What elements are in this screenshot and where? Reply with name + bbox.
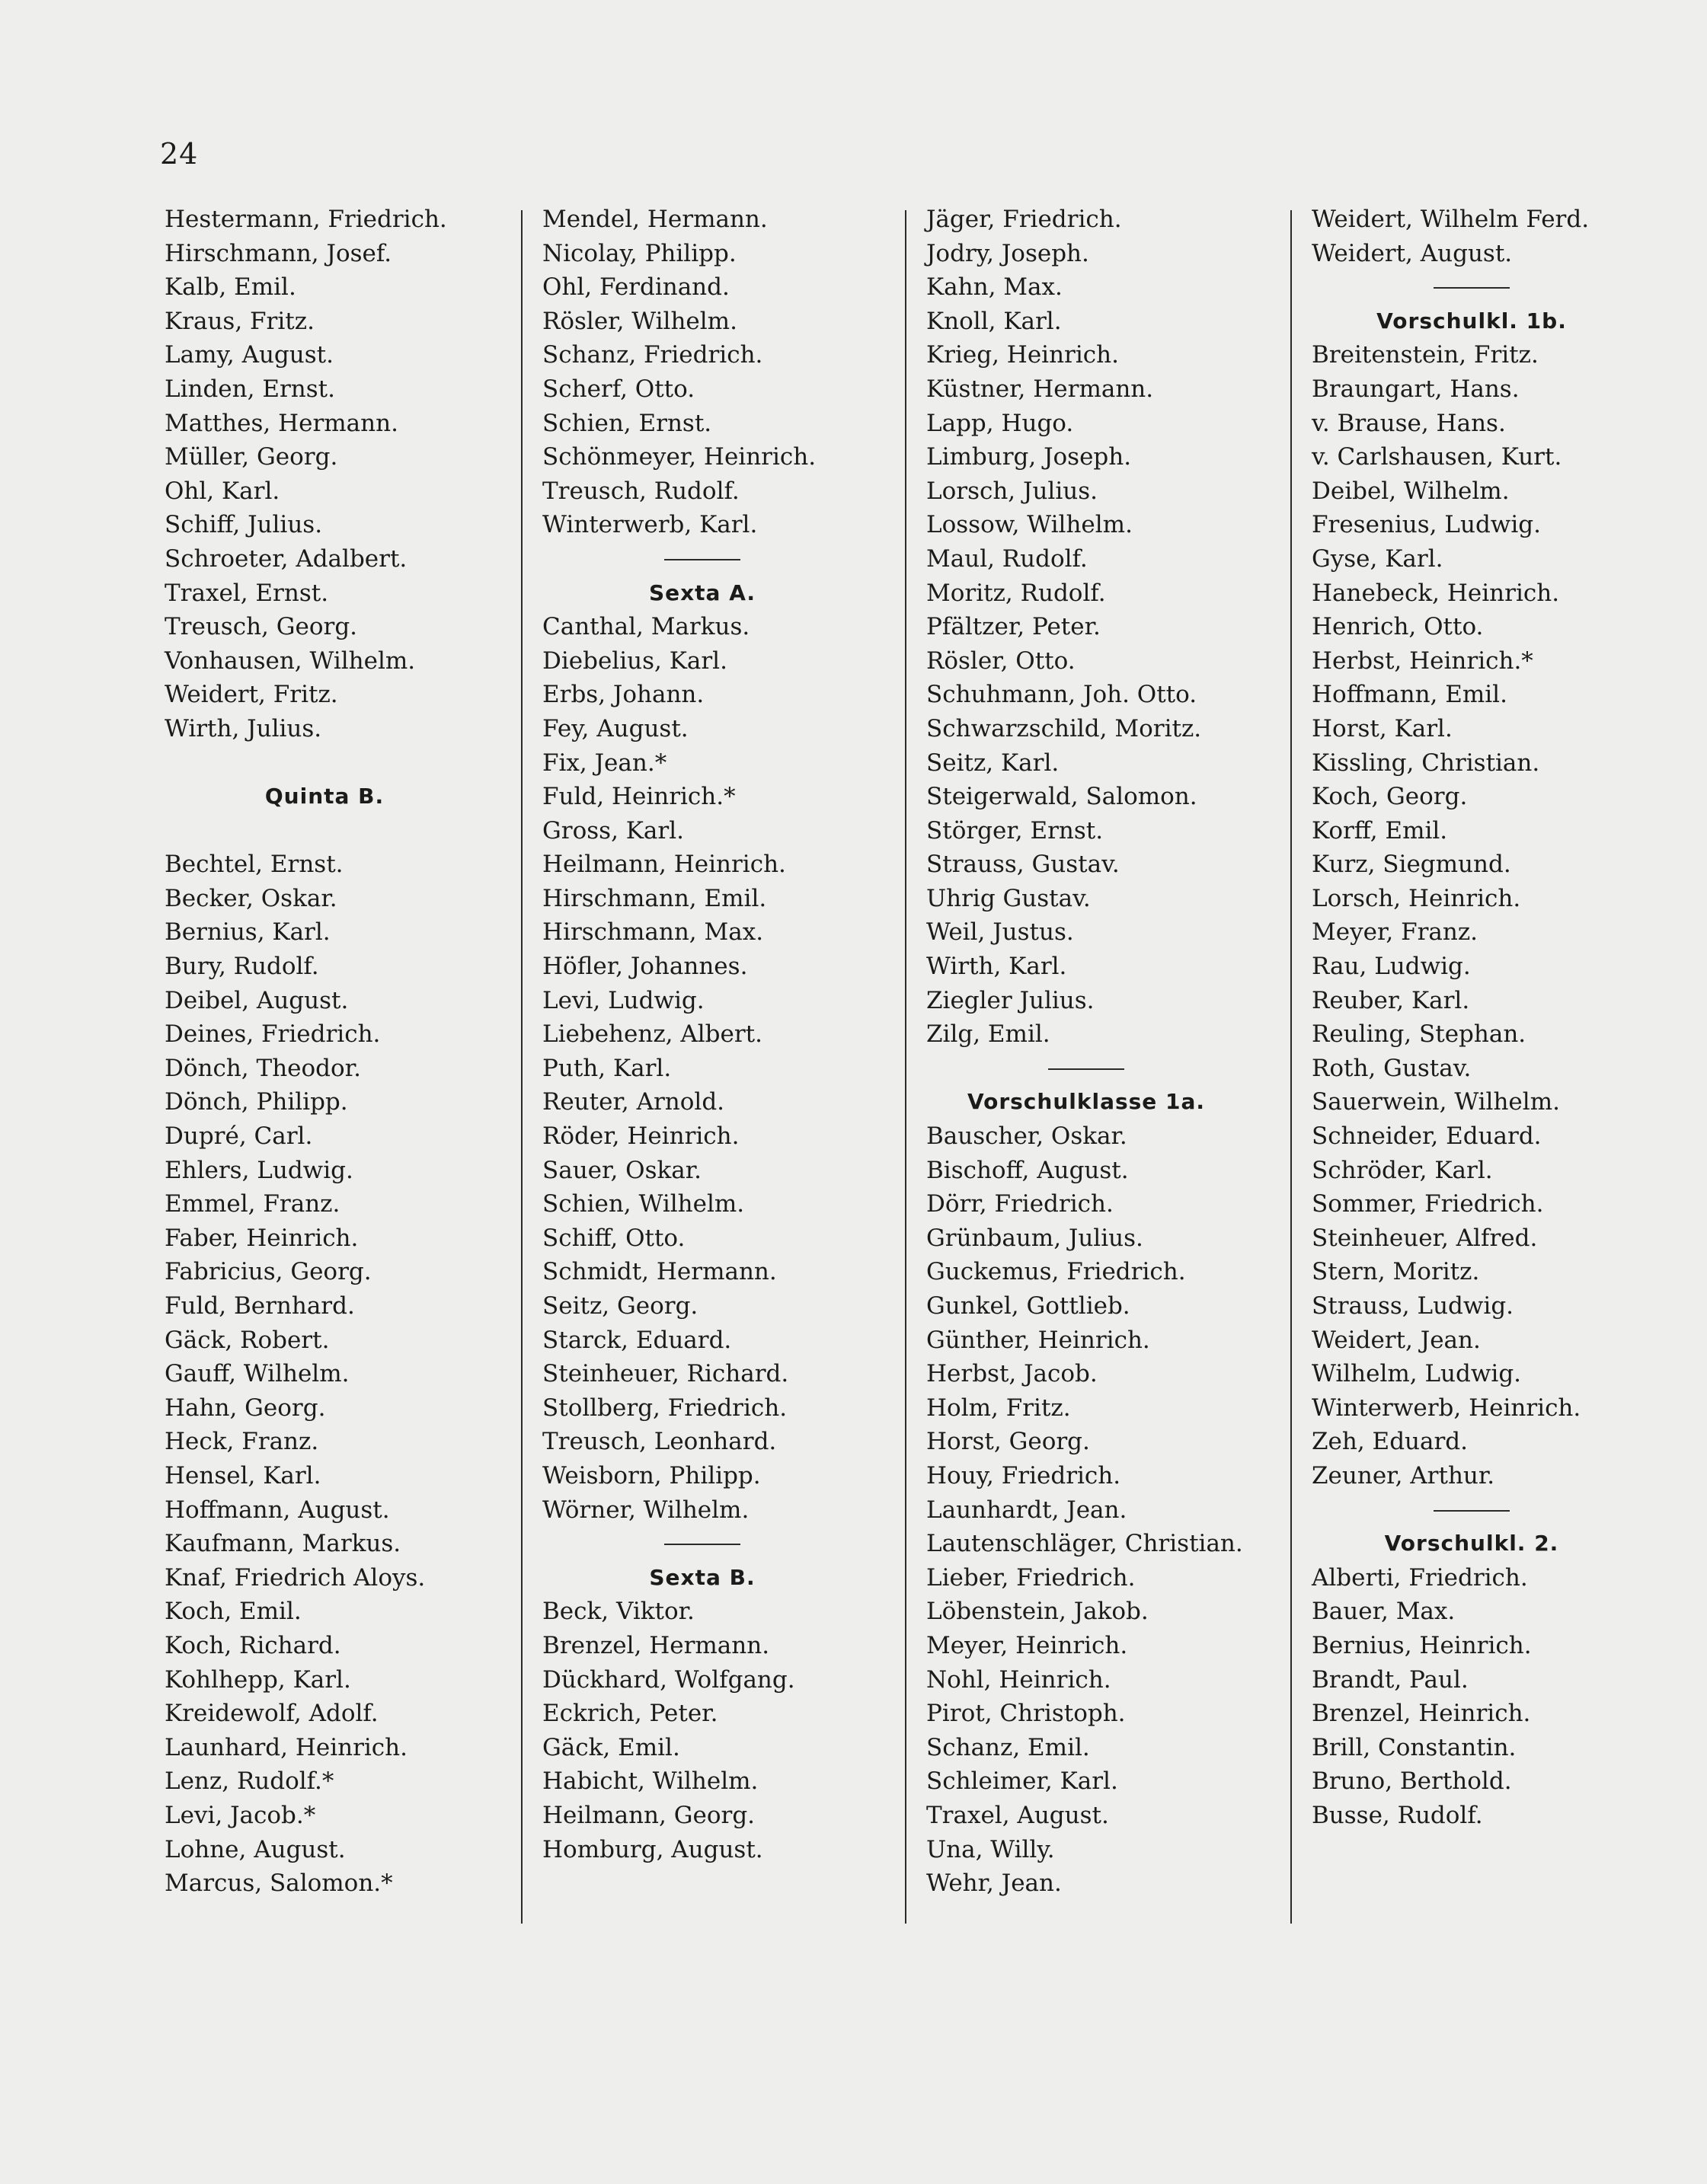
column-divider xyxy=(521,210,523,1924)
student-name: Treusch, Georg. xyxy=(165,613,358,641)
student-name: Una, Willy. xyxy=(926,1835,1055,1863)
student-name: Dörr, Friedrich. xyxy=(926,1190,1114,1218)
student-name: Hirschmann, Josef. xyxy=(165,239,392,267)
student-name: Uhrig Gustav. xyxy=(926,884,1091,912)
student-name: Beck, Viktor. xyxy=(542,1598,695,1626)
class-heading: Quinta B. xyxy=(264,784,385,809)
student-name: Alberti, Friedrich. xyxy=(1312,1563,1528,1592)
student-name: Schiff, Otto. xyxy=(542,1224,686,1252)
student-name: Röder, Heinrich. xyxy=(542,1122,740,1151)
student-name: Zeuner, Arthur. xyxy=(1312,1461,1495,1490)
student-name: Lossow, Wilhelm. xyxy=(926,511,1133,539)
student-name: Lautenschläger, Christian. xyxy=(926,1530,1243,1558)
student-name: v. Brause, Hans. xyxy=(1312,409,1506,437)
student-name: Winterwerb, Karl. xyxy=(542,511,758,539)
student-name: Rau, Ludwig. xyxy=(1312,953,1471,981)
student-name: Lorsch, Julius. xyxy=(926,477,1098,505)
student-name: Diebelius, Karl. xyxy=(542,647,727,675)
student-name: Bernius, Karl. xyxy=(165,918,331,947)
section-separator xyxy=(1312,270,1632,305)
student-name: Gäck, Emil. xyxy=(542,1733,680,1761)
student-name: Lorsch, Heinrich. xyxy=(1312,884,1521,912)
student-name: Meyer, Franz. xyxy=(1312,918,1478,947)
student-name: Weisborn, Philipp. xyxy=(542,1461,761,1490)
student-name: Seitz, Georg. xyxy=(542,1292,698,1320)
student-name: Schleimer, Karl. xyxy=(926,1767,1118,1796)
column-divider xyxy=(905,210,906,1924)
student-name: Schiff, Julius. xyxy=(165,511,323,539)
student-name: Schanz, Emil. xyxy=(926,1733,1090,1761)
student-name: Wilhelm, Ludwig. xyxy=(1312,1360,1522,1388)
student-name: Steinheuer, Alfred. xyxy=(1312,1224,1538,1252)
student-name: Heck, Franz. xyxy=(165,1428,319,1456)
student-name: Becker, Oskar. xyxy=(165,884,337,912)
student-name: Puth, Karl. xyxy=(542,1054,672,1082)
student-name: Launhard, Heinrich. xyxy=(165,1733,408,1761)
student-name: Fabricius, Georg. xyxy=(165,1258,372,1286)
student-name: Weidert, Wilhelm Ferd. xyxy=(1312,206,1590,233)
student-name: Schroeter, Adalbert. xyxy=(165,544,408,573)
student-name: v. Carlshausen, Kurt. xyxy=(1312,443,1562,471)
class-heading: Vorschulkl. 2. xyxy=(1384,1531,1559,1557)
student-name: Gauff, Wilhelm. xyxy=(165,1360,350,1388)
student-name: Grünbaum, Julius. xyxy=(926,1224,1143,1252)
student-name: Schien, Ernst. xyxy=(542,409,712,437)
student-name: Levi, Ludwig. xyxy=(542,986,705,1014)
student-name: Hirschmann, Max. xyxy=(542,918,764,947)
student-name: Kahn, Max. xyxy=(926,273,1063,302)
student-name: Lieber, Friedrich. xyxy=(926,1563,1136,1592)
student-name: Jodry, Joseph. xyxy=(926,239,1089,267)
student-name: Bechtel, Ernst. xyxy=(165,851,344,879)
student-name: Pfältzer, Peter. xyxy=(926,613,1101,641)
student-name: Gyse, Karl. xyxy=(1312,544,1443,573)
student-name: Steigerwald, Salomon. xyxy=(926,783,1197,811)
student-name: Moritz, Rudolf. xyxy=(926,579,1106,607)
student-name: Bauscher, Oskar. xyxy=(926,1122,1127,1151)
student-name: Roth, Gustav. xyxy=(1312,1054,1472,1082)
student-name: Meyer, Heinrich. xyxy=(926,1631,1128,1659)
student-name: Reuber, Karl. xyxy=(1312,986,1470,1014)
student-name: Starck, Eduard. xyxy=(542,1326,732,1354)
student-name: Brill, Constantin. xyxy=(1312,1733,1517,1761)
section-separator xyxy=(542,1527,862,1561)
student-name: Brenzel, Heinrich. xyxy=(1312,1700,1531,1728)
section-separator xyxy=(542,542,862,576)
student-name: Rösler, Otto. xyxy=(926,647,1076,675)
student-name: Dönch, Philipp. xyxy=(165,1088,348,1116)
student-name: Hahn, Georg. xyxy=(165,1394,326,1422)
spacer xyxy=(165,814,484,848)
student-name: Gunkel, Gottlieb. xyxy=(926,1292,1130,1320)
student-name: Linden, Ernst. xyxy=(165,375,335,403)
student-name: Bruno, Berthold. xyxy=(1312,1767,1512,1796)
student-name: Deines, Friedrich. xyxy=(165,1020,381,1049)
student-name: Liebehenz, Albert. xyxy=(542,1020,762,1049)
student-name: Busse, Rudolf. xyxy=(1312,1801,1483,1829)
class-heading: Sexta B. xyxy=(649,1564,756,1590)
student-name: Bury, Rudolf. xyxy=(165,953,319,981)
student-name: Schmidt, Hermann. xyxy=(542,1258,777,1286)
student-name: Hanebeck, Heinrich. xyxy=(1312,579,1560,607)
student-name: Fuld, Bernhard. xyxy=(165,1292,355,1320)
student-name: Schien, Wilhelm. xyxy=(542,1190,745,1218)
student-name: Treusch, Leonhard. xyxy=(542,1428,777,1456)
student-name: Jäger, Friedrich. xyxy=(926,206,1122,233)
student-name: Korff, Emil. xyxy=(1312,816,1448,845)
student-name: Wörner, Wilhelm. xyxy=(542,1496,750,1524)
student-name: Lohne, August. xyxy=(165,1835,346,1863)
page-number: 24 xyxy=(160,137,199,171)
student-name: Breitenstein, Fritz. xyxy=(1312,341,1539,369)
student-name: Hirschmann, Emil. xyxy=(542,884,767,912)
student-name: Knoll, Karl. xyxy=(926,307,1062,335)
student-name: Deibel, August. xyxy=(165,986,349,1014)
student-name: Kraus, Fritz. xyxy=(165,307,315,335)
student-name: Eckrich, Peter. xyxy=(542,1700,718,1728)
student-name: Schanz, Friedrich. xyxy=(542,341,763,369)
student-name: Fey, August. xyxy=(542,714,689,742)
student-name: Krieg, Heinrich. xyxy=(926,341,1119,369)
student-name: Brandt, Paul. xyxy=(1312,1665,1469,1694)
student-name: Mendel, Hermann. xyxy=(542,206,768,233)
section-separator xyxy=(1312,1493,1632,1528)
student-name: Dückhard, Wolfgang. xyxy=(542,1665,795,1694)
student-name: Kissling, Christian. xyxy=(1312,749,1540,777)
student-name: Weidert, August. xyxy=(1312,239,1513,267)
student-name: Hestermann, Friedrich. xyxy=(165,206,447,233)
student-name: Traxel, August. xyxy=(926,1801,1109,1829)
student-name: Seitz, Karl. xyxy=(926,749,1060,777)
student-name: Störger, Ernst. xyxy=(926,816,1104,845)
student-name: Bernius, Heinrich. xyxy=(1312,1631,1532,1659)
student-name: Knaf, Friedrich Aloys. xyxy=(165,1563,426,1592)
student-name: Fuld, Heinrich.* xyxy=(542,783,736,811)
student-name: Wirth, Julius. xyxy=(165,714,322,742)
student-name: Ohl, Ferdinand. xyxy=(542,273,730,302)
student-name: Habicht, Wilhelm. xyxy=(542,1767,759,1796)
name-column-4 xyxy=(1312,203,1632,1833)
student-name: Stern, Moritz. xyxy=(1312,1258,1480,1286)
student-name: Fix, Jean.* xyxy=(542,749,667,777)
student-name: Horst, Georg. xyxy=(926,1428,1090,1456)
student-name: Küstner, Hermann. xyxy=(926,375,1154,403)
student-name: Kohlhepp, Karl. xyxy=(165,1665,351,1694)
student-name: Herbst, Heinrich.* xyxy=(1312,647,1533,675)
student-name: Sauer, Oskar. xyxy=(542,1156,702,1184)
student-name: Zeh, Eduard. xyxy=(1312,1428,1468,1456)
name-column-3 xyxy=(926,203,1246,1901)
student-name: Schwarzschild, Moritz. xyxy=(926,714,1202,742)
name-column-1 xyxy=(165,203,484,1901)
student-name: Herbst, Jacob. xyxy=(926,1360,1098,1388)
student-name: Rösler, Wilhelm. xyxy=(542,307,737,335)
student-name: Treusch, Rudolf. xyxy=(542,477,740,505)
student-name: Ziegler Julius. xyxy=(926,986,1095,1014)
student-name: Brenzel, Hermann. xyxy=(542,1631,770,1659)
student-name: Kaufmann, Markus. xyxy=(165,1530,401,1558)
student-name: Kalb, Emil. xyxy=(165,273,296,302)
student-name: Reuling, Stephan. xyxy=(1312,1020,1526,1049)
student-name: Koch, Emil. xyxy=(165,1598,302,1626)
class-heading: Vorschulkl. 1b. xyxy=(1376,308,1567,334)
student-name: Launhardt, Jean. xyxy=(926,1496,1127,1524)
student-name: Ohl, Karl. xyxy=(165,477,280,505)
student-name: Matthes, Hermann. xyxy=(165,409,398,437)
student-name: Winterwerb, Heinrich. xyxy=(1312,1394,1581,1422)
student-name: Weidert, Fritz. xyxy=(165,681,338,709)
student-name: Sommer, Friedrich. xyxy=(1312,1190,1544,1218)
student-name: Weidert, Jean. xyxy=(1312,1326,1481,1354)
student-name: Höfler, Johannes. xyxy=(542,953,748,981)
student-name: Sauerwein, Wilhelm. xyxy=(1312,1088,1560,1116)
class-heading: Sexta A. xyxy=(648,580,756,605)
student-name: Steinheuer, Richard. xyxy=(542,1360,789,1388)
student-name: Canthal, Markus. xyxy=(542,613,750,641)
student-name: Wehr, Jean. xyxy=(926,1869,1062,1898)
student-name: Hoffmann, August. xyxy=(165,1496,390,1524)
student-name: Schröder, Karl. xyxy=(1312,1156,1493,1184)
student-name: Faber, Heinrich. xyxy=(165,1224,359,1252)
student-name: Gäck, Robert. xyxy=(165,1326,330,1354)
student-name: Deibel, Wilhelm. xyxy=(1312,477,1510,505)
student-name: Hensel, Karl. xyxy=(165,1461,321,1490)
student-name: Scherf, Otto. xyxy=(542,375,695,403)
student-name: Wirth, Karl. xyxy=(926,953,1067,981)
student-name: Günther, Heinrich. xyxy=(926,1326,1150,1354)
name-column-2 xyxy=(542,203,862,1866)
student-name: Traxel, Ernst. xyxy=(165,579,329,607)
spacer xyxy=(165,746,484,781)
student-name: Henrich, Otto. xyxy=(1312,613,1484,641)
student-name: Emmel, Franz. xyxy=(165,1190,340,1218)
student-name: Hoffmann, Emil. xyxy=(1312,681,1507,709)
section-separator xyxy=(926,1052,1246,1086)
student-name: Koch, Richard. xyxy=(165,1631,341,1659)
student-name: Guckemus, Friedrich. xyxy=(926,1258,1186,1286)
student-name: Lamy, August. xyxy=(165,341,334,369)
student-name: Marcus, Salomon.* xyxy=(165,1869,393,1898)
student-name: Vonhausen, Wilhelm. xyxy=(165,647,416,675)
student-name: Fresenius, Ludwig. xyxy=(1312,511,1541,539)
student-name: Nicolay, Philipp. xyxy=(542,239,737,267)
student-name: Ehlers, Ludwig. xyxy=(165,1156,353,1184)
student-name: Strauss, Ludwig. xyxy=(1312,1292,1514,1320)
student-name: Weil, Justus. xyxy=(926,918,1074,947)
student-name: Horst, Karl. xyxy=(1312,714,1453,742)
student-name: Gross, Karl. xyxy=(542,816,684,845)
student-name: Heilmann, Georg. xyxy=(542,1801,756,1829)
student-name: Schuhmann, Joh. Otto. xyxy=(926,681,1197,709)
student-name: Lenz, Rudolf.* xyxy=(165,1767,334,1796)
column-divider xyxy=(1290,210,1292,1924)
student-name: Zilg, Emil. xyxy=(926,1020,1050,1049)
student-name: Schönmeyer, Heinrich. xyxy=(542,443,817,471)
student-name: Limburg, Joseph. xyxy=(926,443,1132,471)
student-name: Dupré, Carl. xyxy=(165,1122,313,1151)
student-name: Pirot, Christoph. xyxy=(926,1700,1126,1728)
student-name: Reuter, Arnold. xyxy=(542,1088,725,1116)
student-name: Dönch, Theodor. xyxy=(165,1054,361,1082)
student-name: Müller, Georg. xyxy=(165,443,338,471)
student-name: Schneider, Eduard. xyxy=(1312,1122,1542,1151)
student-name: Bischoff, August. xyxy=(926,1156,1129,1184)
student-name: Homburg, August. xyxy=(542,1835,763,1863)
student-name: Löbenstein, Jakob. xyxy=(926,1598,1149,1626)
student-name: Houy, Friedrich. xyxy=(926,1461,1121,1490)
student-name: Kurz, Siegmund. xyxy=(1312,851,1511,879)
student-name: Levi, Jacob.* xyxy=(165,1801,316,1829)
student-name: Stollberg, Friedrich. xyxy=(542,1394,788,1422)
class-heading: Vorschulklasse 1a. xyxy=(967,1089,1206,1115)
student-name: Bauer, Max. xyxy=(1312,1598,1456,1626)
student-name: Koch, Georg. xyxy=(1312,783,1468,811)
student-name: Nohl, Heinrich. xyxy=(926,1665,1111,1694)
student-name: Braungart, Hans. xyxy=(1312,375,1520,403)
student-name: Maul, Rudolf. xyxy=(926,544,1088,573)
student-name: Holm, Fritz. xyxy=(926,1394,1071,1422)
student-name: Kreidewolf, Adolf. xyxy=(165,1700,379,1728)
student-name: Strauss, Gustav. xyxy=(926,851,1120,879)
student-name: Lapp, Hugo. xyxy=(926,409,1074,437)
student-name: Erbs, Johann. xyxy=(542,681,705,709)
student-name: Heilmann, Heinrich. xyxy=(542,851,786,879)
